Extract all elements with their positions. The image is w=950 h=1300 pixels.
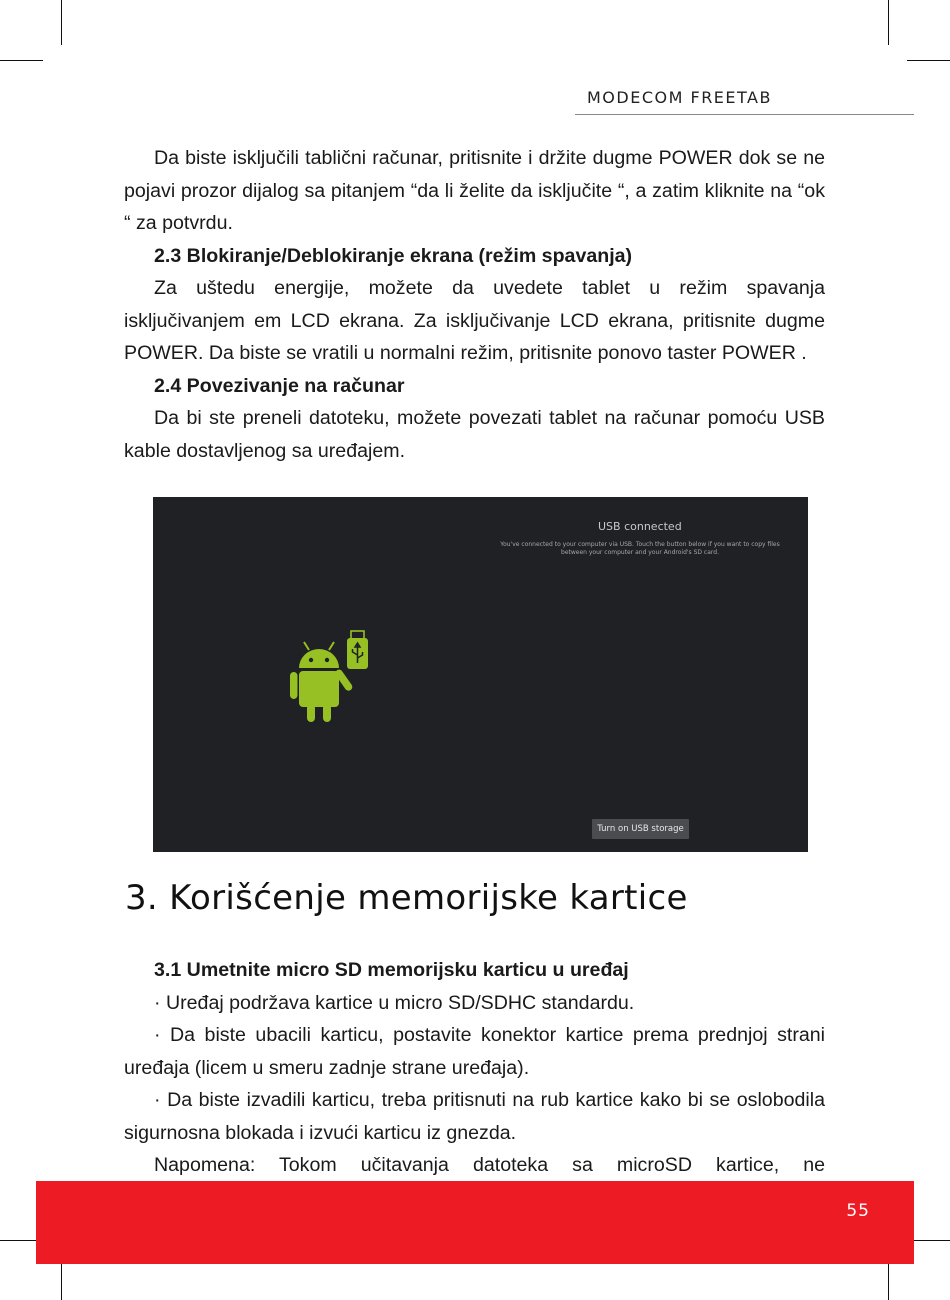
heading-2-4: 2.4 Povezivanje na računar — [154, 374, 405, 397]
bullet-remove-card: · Da biste izvadili karticu, treba pritisnuti na rub kartice kako bi se oslobodila sigurnosna blokada i izvući karticu iz gnezda. — [124, 1089, 825, 1144]
usb-connected-description: You've connected to your computer via USB. Touch the button below if you want to copy files between your computer and your Android's SD card. — [500, 541, 780, 556]
crop-mark — [0, 60, 43, 61]
bullet-insert-card: · Da biste ubacili karticu, postavite konektor kartice prema prednjoj strani uređaja (licem u smeru zadnje strane uređaja). — [124, 1024, 825, 1079]
paragraph-sleep-mode: Za uštedu energije, možete da uvedete tablet u režim spavanja isključivanjem em LCD ekrana. Za isključivanje LCD ekrana, pritisnite dugme POWER. Da biste se vratili u normalni režim, pritisnite ponovo taster POWER . — [124, 277, 825, 364]
crop-mark — [907, 60, 950, 61]
section-3-title: 3. Korišćenje memorijske kartice — [125, 878, 688, 918]
crop-mark — [61, 0, 62, 45]
paragraph-note: Napomena: Tokom učitavanja datoteka sa microSD kartice, ne — [154, 1154, 825, 1176]
body-text-top — [124, 142, 825, 467]
header-rule — [575, 114, 914, 115]
running-header: MODECOM FREETAB — [587, 88, 772, 107]
body-text-bottom — [124, 954, 825, 1182]
heading-2-3: 2.3 Blokiranje/Deblokiranje ekrana (režim spavanja) — [154, 244, 633, 267]
page-number: 55 — [846, 1201, 870, 1221]
paragraph-shutdown: Da biste isključili tablični računar, pritisnite i držite dugme POWER dok se ne pojavi prozor dijalog sa pitanjem “da li želite da isključite “, a zatim kliknite na “ok “ za potvrdu. — [124, 147, 825, 234]
android-usb-icon — [287, 628, 377, 724]
turn-on-usb-storage-button[interactable]: Turn on USB storage — [592, 819, 689, 839]
bullet-supported-cards: · Uređaj podržava kartice u micro SD/SDHC standardu. — [154, 991, 635, 1014]
paragraph-connect-pc: Da bi ste preneli datoteku, možete povezati tablet na računar pomoću USB kable dostavljenog sa uređajem. — [124, 407, 825, 462]
heading-3-1: 3.1 Umetnite micro SD memorijsku karticu u uređaj — [154, 959, 629, 981]
crop-mark — [888, 0, 889, 45]
footer-band — [36, 1181, 914, 1264]
usb-connected-title: USB connected — [598, 520, 682, 533]
